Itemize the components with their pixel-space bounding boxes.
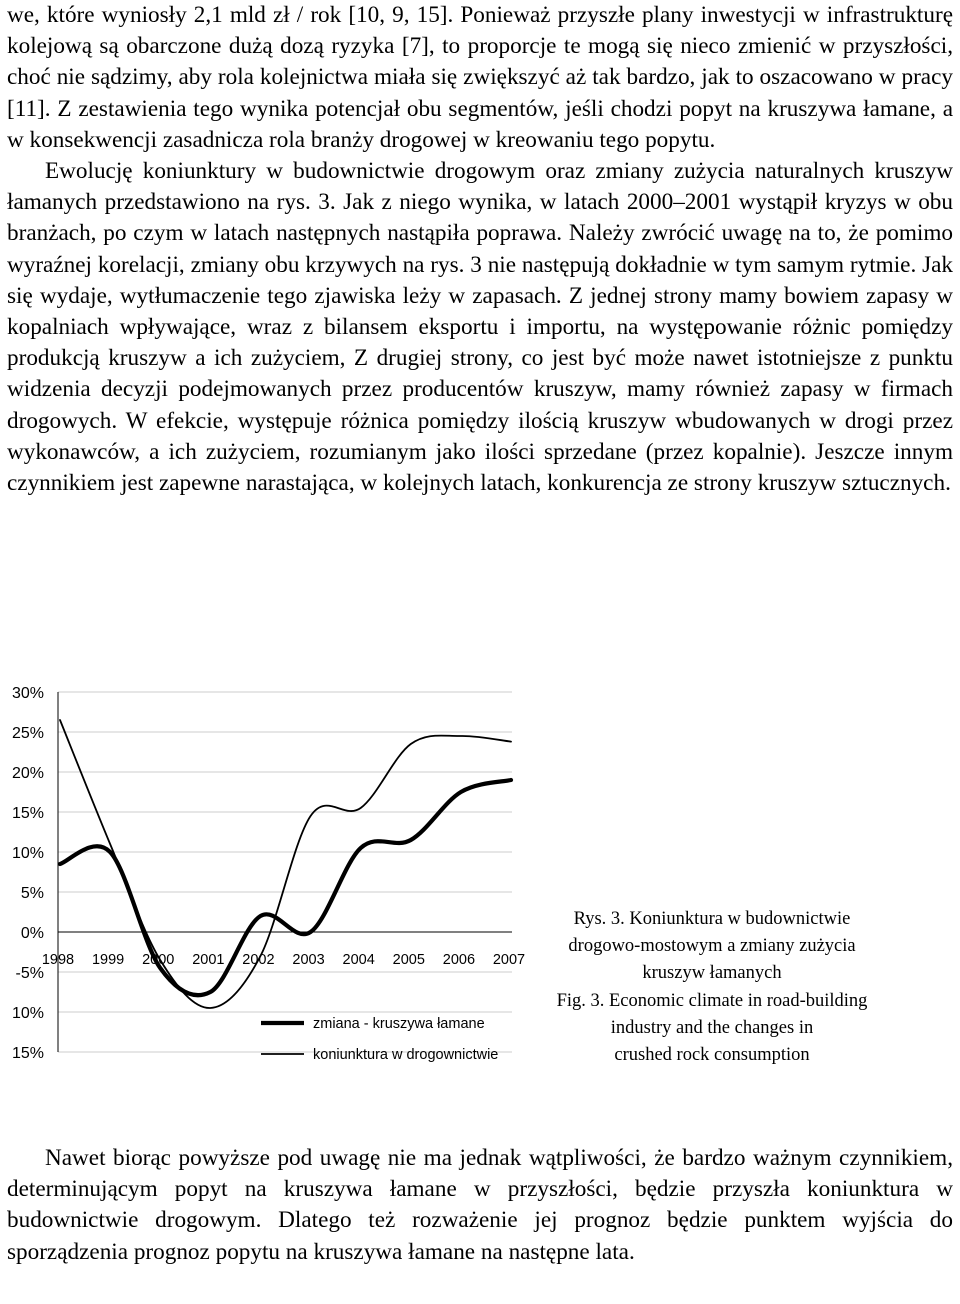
legend-label-0: zmiana - kruszywa łamane [313, 1016, 485, 1032]
x-tick-label: 1999 [91, 952, 125, 968]
y-tick-label: 0% [20, 925, 44, 942]
y-tick-label: 20% [11, 765, 44, 782]
x-tick-label: 2002 [242, 952, 275, 968]
x-tick-label: 2006 [442, 952, 476, 968]
y-tick-label: 10% [11, 1005, 44, 1022]
body-text-top [7, 0, 953, 499]
x-tick-label: 2001 [192, 952, 225, 968]
x-tick-label: 2007 [492, 952, 526, 968]
paragraph-1: we, które wyniosły 2,1 mld zł / rok [10, 9, 15]. Ponieważ przyszłe plany inwestycji w infrastrukturę kolejową są obarczone dużą dozą ryzyka [7], to proporcje te mogą się nieco zmienić w przyszłości, choć nie sądzimy, aby rola kolejnictwa miała się zwiększyć aż tak bardzo, jak to oszacowano w pracy [11]. Z zestawienia tego wynika potencjał obu segmentów, jeśli chodzi popyt na kruszywa łamane, a w konsekwencji zasadnicza rola branży drogowej w kreowaniu tego popytu. [7, 2, 953, 153]
legend-label-1: koniunktura w drogownictwie [313, 1047, 499, 1063]
figure-caption [542, 906, 882, 1069]
y-tick-label: 15% [11, 1045, 44, 1062]
y-tick-label: 10% [11, 845, 44, 862]
caption-pl-line-2: drogowo-mostowym a zmiany zużycia [568, 936, 856, 957]
caption-pl-line-1: Rys. 3. Koniunktura w budownictwie [573, 909, 851, 929]
body-text-bottom [7, 1143, 953, 1268]
y-tick-label: 5% [20, 885, 44, 902]
x-tick-label: 1998 [41, 952, 75, 968]
caption-en-line-3: crushed rock consumption [614, 1045, 810, 1066]
x-tick-label: 2000 [142, 952, 175, 968]
paragraph-3: Nawet biorąc powyższe pod uwagę nie ma jednak wątpliwości, że bardzo ważnym czynnikiem, determinującym popyt na kruszywa łamane w przyszłości, będzie przyszła koniunktura w budownictwie drogowym. Dlatego też rozważenie jej prognoz będzie punktem wyjścia do sporządzenia prognoz popytu na kruszywa łamane na następne lata. [7, 1145, 953, 1265]
y-tick-label: 25% [11, 725, 44, 742]
x-tick-label: 2003 [292, 952, 325, 968]
paragraph-2: Ewolucję koniunktury w budownictwie drogowym oraz zmiany zużycia naturalnych kruszyw łamanych przedstawiono na rys. 3. Jak z niego wynika, w latach 2000–2001 wystąpił kryzys w obu branżach, po czym w latach następnych nastąpiła poprawa. Należy zwrócić uwagę na to, że pomimo wyraźnej korelacji, zmiany obu krzywych na rys. 3 nie następują dokładnie w tym samym rytmie. Jak się wydaje, wytłumaczenie tego zjawiska leży w zapasach. Z jednej strony mamy bowiem zapasy w kopalniach wpływające, wraz z bilansem eksportu i importu, na występowanie różnic pomiędzy produkcją kruszyw a ich zużyciem, Z drugiej strony, co jest być może nawet istotniejsze z punktu widzenia decyzji podejmowanych przez producentów kruszyw, mamy również zapasy w firmach drogowych. W efekcie, występuje różnica pomiędzy ilością kruszyw wbudowanych w drogi przez wykonawców, a ich zużyciem, rozumianym jako ilości sprzedane (przez kopalnie). Jeszcze innym czynnikiem jest zapewne narastająca, w kolejnych latach, konkurencja ze strony kruszyw sztucznych. [7, 158, 953, 497]
y-tick-label: 30% [11, 685, 44, 702]
x-tick-label: 2005 [392, 952, 425, 968]
y-tick-label: 15% [11, 805, 44, 822]
y-tick-label: -5% [15, 965, 44, 982]
caption-en-line-2: industry and the changes in [610, 1017, 814, 1038]
x-tick-label: 2004 [342, 952, 375, 968]
caption-pl-line-3: kruszyw łamanych [642, 963, 782, 984]
caption-en-line-1: Fig. 3. Economic climate in road-building [556, 990, 868, 1011]
